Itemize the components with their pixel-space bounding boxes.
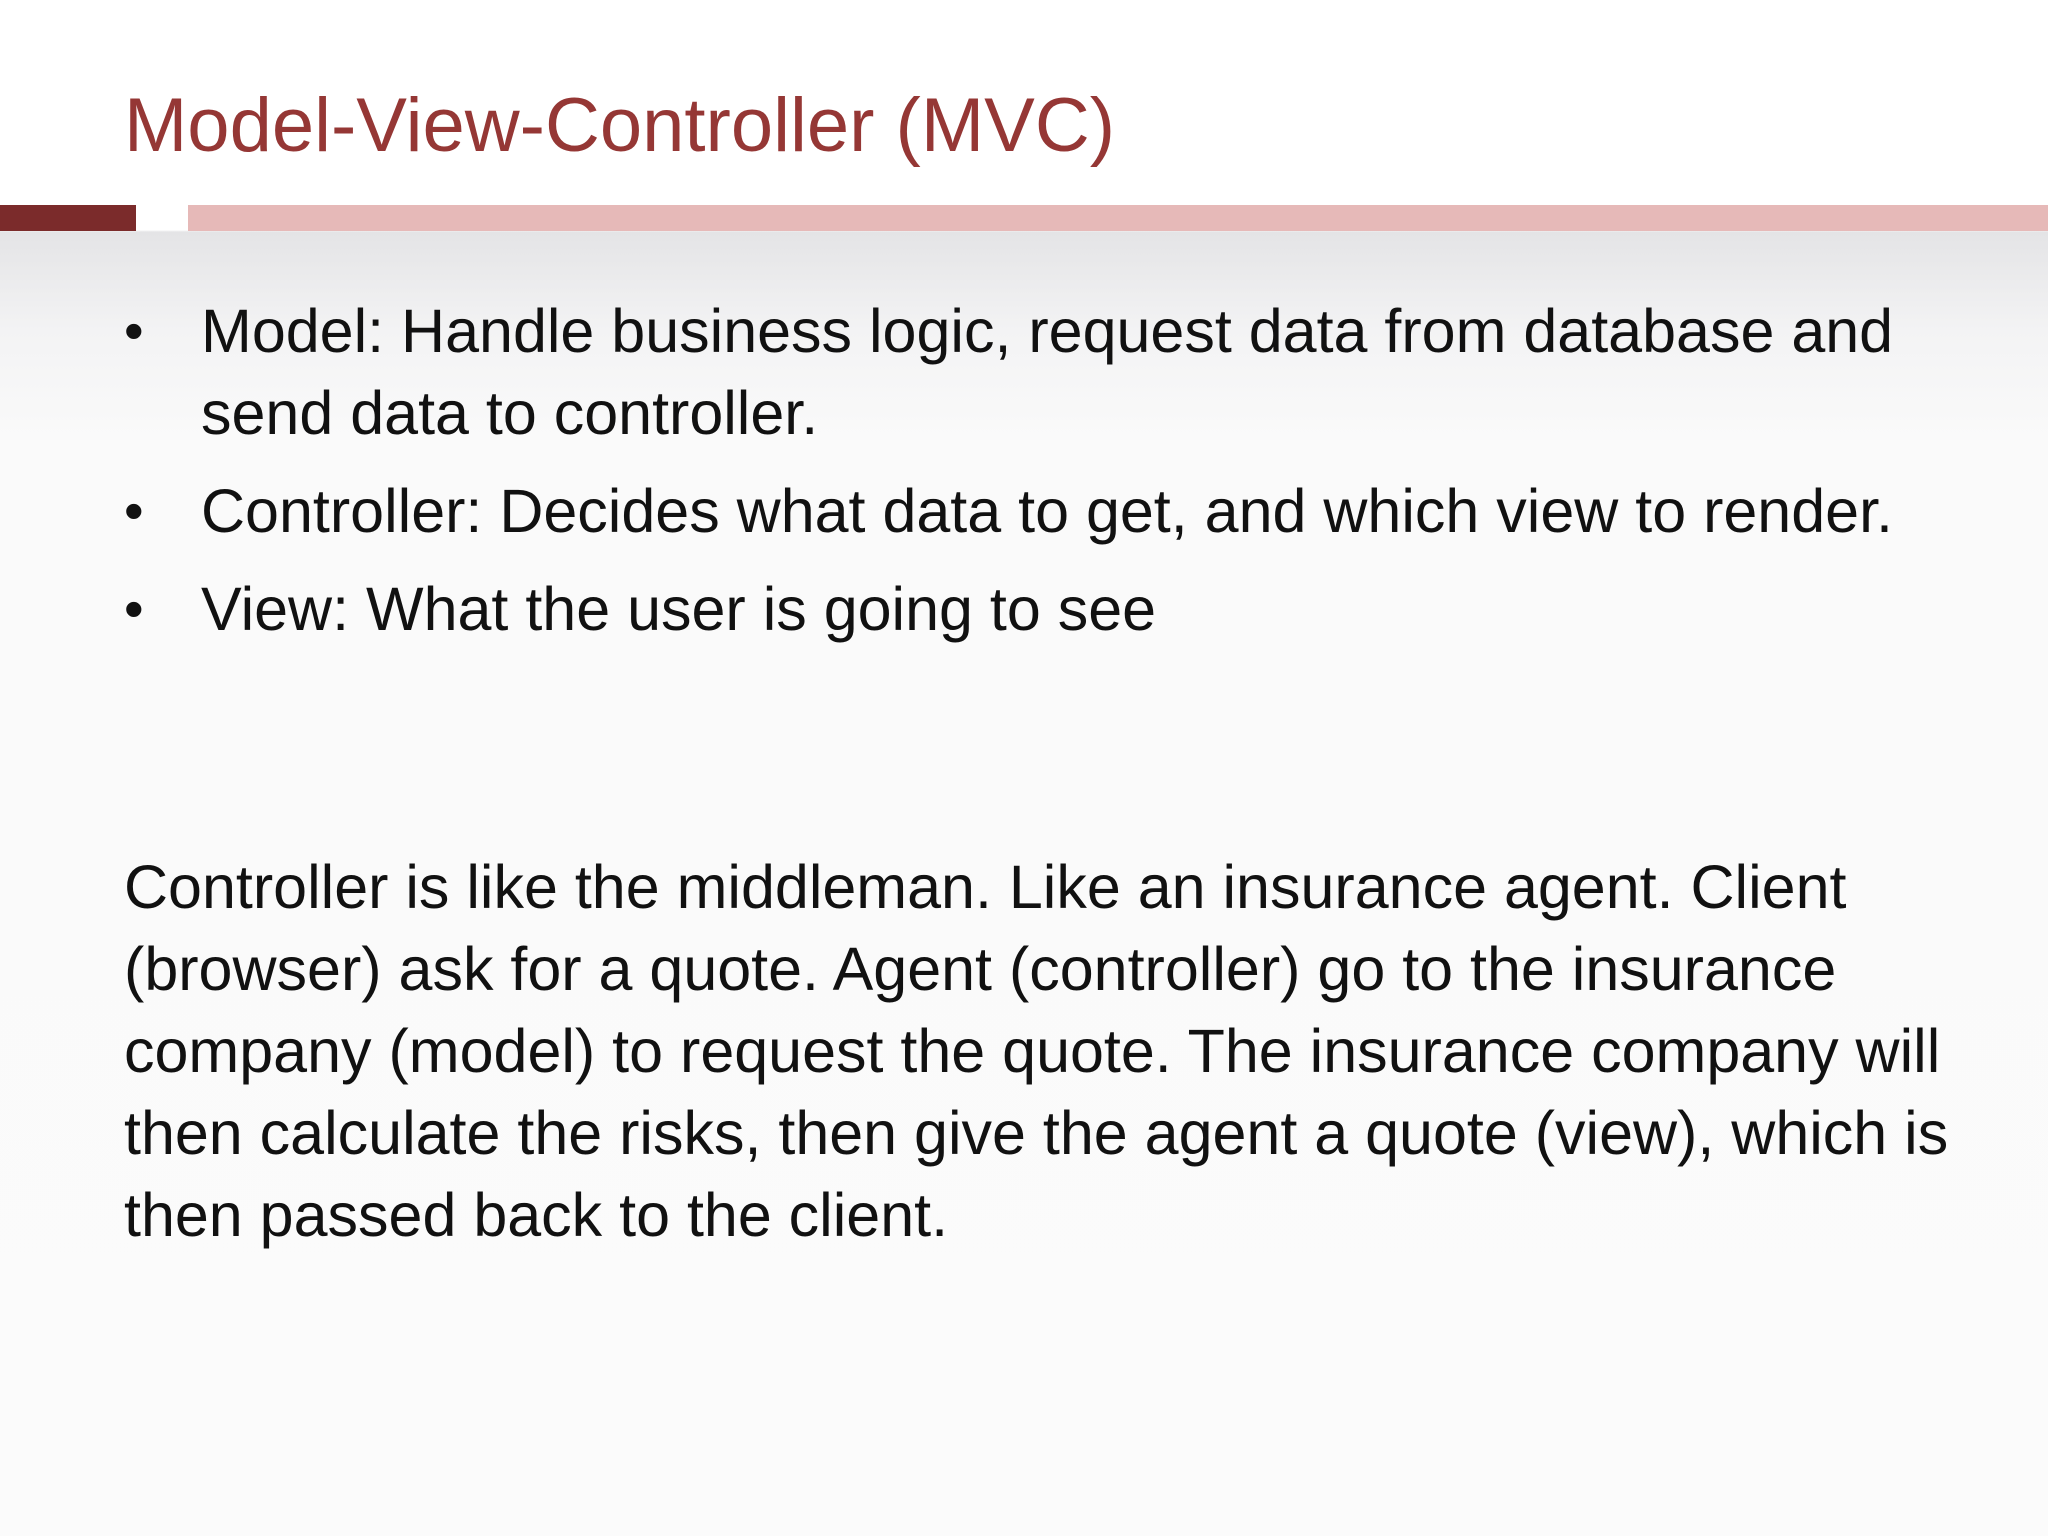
title-accent-bar-light [188,205,2048,231]
bullet-text-model: Model: Handle business logic, request data from database and send data to controller. [201,297,1894,447]
bullet-item-view [124,568,1954,650]
bullet-text-view: View: What the user is going to see [201,575,1157,643]
bullet-list [124,290,1954,666]
analogy-paragraph: Controller is like the middleman. Like an insurance agent. Client (browser) ask for a quote. Agent (controller) go to the insurance company (model) to request the quote. The insurance company will then calculate the risks, then give the agent a quote (view), which is then passed back to the client. [124,853,1949,1249]
bullet-dot-icon: • [124,479,144,542]
bullet-text-controller: Controller: Decides what data to get, and which view to render. [201,477,1893,545]
bullet-dot-icon: • [124,577,144,640]
slide-title: Model-View-Controller (MVC) [124,83,1116,168]
title-accent-bar-dark [0,205,136,231]
bullet-item-controller [124,470,1954,552]
bullet-dot-icon: • [124,299,144,362]
bullet-item-model [124,290,1954,454]
